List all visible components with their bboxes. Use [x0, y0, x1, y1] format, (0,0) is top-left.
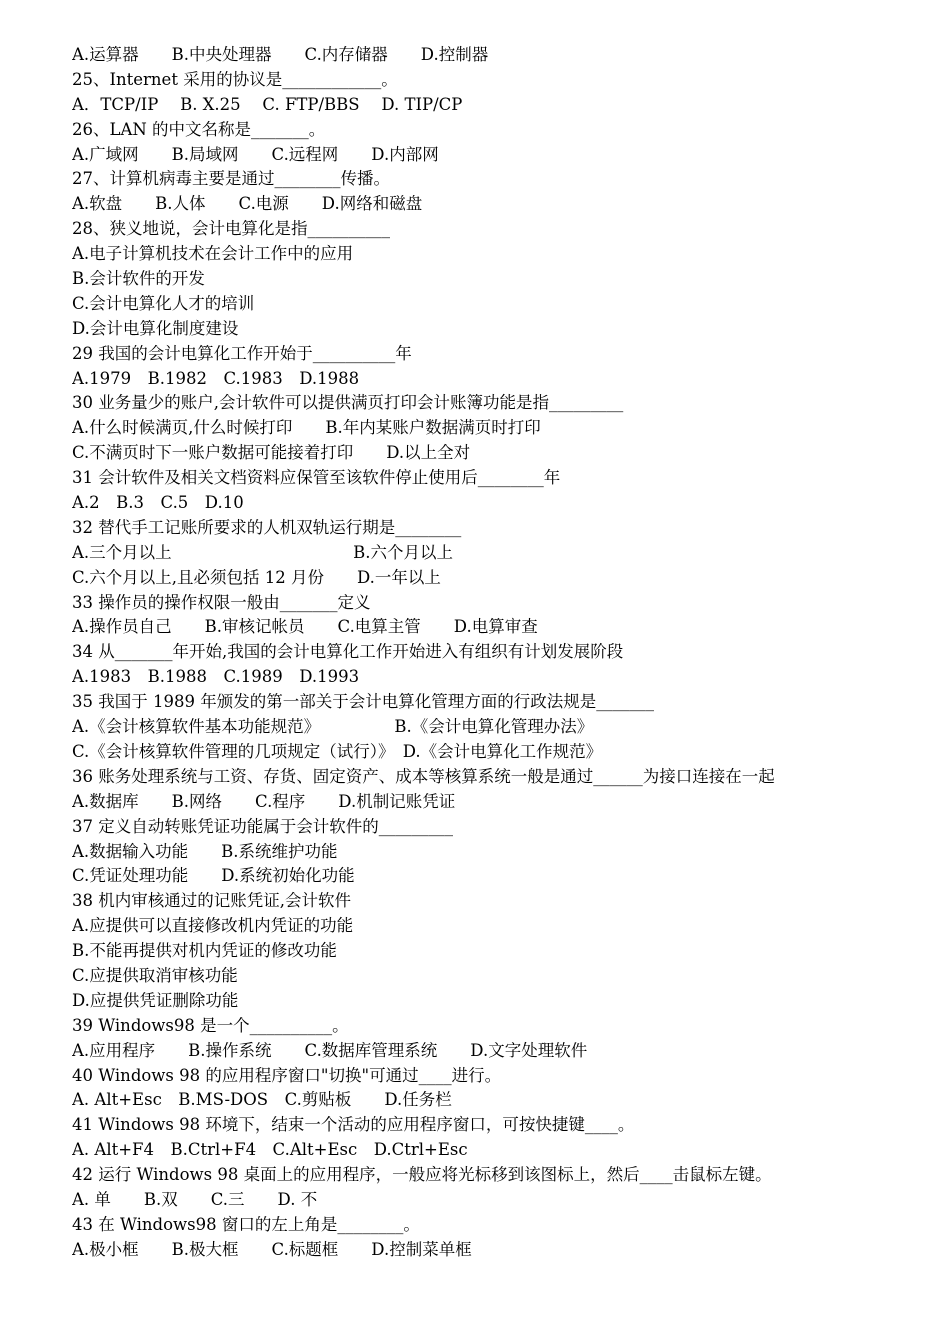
question-line: 29 我国的会计电算化工作开始于__________年	[72, 343, 412, 363]
question-line: 30 业务量少的账户,会计软件可以提供满页打印会计账簿功能是指_________	[72, 393, 624, 413]
question-line: 37 定义自动转账凭证功能属于会计软件的_________	[72, 816, 453, 836]
question-line: 27、计算机病毒主要是通过________传播。	[72, 169, 390, 189]
option-line: A.1983 B.1988 C.1989 D.1993	[72, 667, 360, 687]
document-page	[72, 43, 882, 1263]
question-line: 40 Windows 98 的应用程序窗口"切换"可通过____进行。	[72, 1065, 502, 1085]
option-line: D.会计电算化制度建设	[72, 318, 239, 338]
option-line: C.会计电算化人才的培训	[72, 293, 255, 313]
question-line: 33 操作员的操作权限一般由_______定义	[72, 592, 371, 612]
question-line: 39 Windows98 是一个__________。	[72, 1015, 349, 1035]
question-line: 35 我国于 1989 年颁发的第一部关于会计电算化管理方面的行政法规是_______	[72, 692, 654, 712]
question-line: 25、Internet 采用的协议是____________。	[72, 69, 398, 89]
option-line: A.电子计算机技术在会计工作中的应用	[72, 244, 354, 264]
question-line: 43 在 Windows98 窗口的左上角是________。	[72, 1214, 420, 1234]
question-line: 42 运行 Windows 98 桌面上的应用程序，一般应将光标移到该图标上，然后____击鼠标左键。	[72, 1165, 772, 1185]
question-line: 34 从_______年开始,我国的会计电算化工作开始进入有组织有计划发展阶段	[72, 642, 624, 662]
option-line: A.操作员自己 B.审核记帐员 C.电算主管 D.电算审查	[72, 617, 538, 637]
question-line: 38 机内审核通过的记账凭证,会计软件	[72, 891, 351, 911]
option-line: A.广域网 B.局域网 C.远程网 D.内部网	[72, 144, 439, 164]
option-line: A.应用程序 B.操作系统 C.数据库管理系统 D.文字处理软件	[72, 1040, 588, 1060]
question-line: 41 Windows 98 环境下，结束一个活动的应用程序窗口，可按快捷键____。	[72, 1115, 635, 1135]
option-line: C.凭证处理功能 D.系统初始化功能	[72, 866, 355, 886]
option-line: A. Alt+F4 B.Ctrl+F4 C.Alt+Esc D.Ctrl+Esc	[72, 1140, 468, 1160]
option-line: A. Alt+Esc B.MS-DOS C.剪贴板 D.任务栏	[72, 1090, 452, 1110]
option-line: A.软盘 B.人体 C.电源 D.网络和磁盘	[72, 194, 423, 214]
option-line: A.极小框 B.极大框 C.标题框 D.控制菜单框	[72, 1239, 472, 1259]
option-line: B.会计软件的开发	[72, 269, 205, 289]
option-line: A.什么时候满页,什么时候打印 B.年内某账户数据满页时打印	[72, 418, 541, 438]
option-line: B.不能再提供对机内凭证的修改功能	[72, 941, 337, 961]
question-line: 28、狭义地说，会计电算化是指__________	[72, 219, 390, 239]
option-line: C.应提供取消审核功能	[72, 965, 238, 985]
option-line: C.不满页时下一账户数据可能接着打印 D.以上全对	[72, 443, 471, 463]
question-line: 26、LAN 的中文名称是_______。	[72, 119, 326, 139]
option-line: A. 单 B.双 C.三 D. 不	[72, 1189, 318, 1209]
option-line: A.运算器 B.中央处理器 C.内存储器 D.控制器	[72, 45, 489, 64]
option-line: A.数据库 B.网络 C.程序 D.机制记账凭证	[72, 791, 456, 811]
option-line: A.2 B.3 C.5 D.10	[72, 493, 244, 513]
question-line: 31 会计软件及相关文档资料应保管至该软件停止使用后________年	[72, 468, 561, 488]
option-line: A.《会计核算软件基本功能规范》 B.《会计电算化管理办法》	[72, 717, 594, 737]
question-line: 36 账务处理系统与工资、存货、固定资产、成本等核算系统一般是通过______为接口连接在一起	[72, 766, 775, 786]
option-line: C.六个月以上,且必须包括 12 月份 D.一年以上	[72, 567, 441, 587]
option-line: A.1979 B.1982 C.1983 D.1988	[72, 368, 360, 388]
option-line: A.数据输入功能 B.系统维护功能	[72, 841, 338, 861]
option-line: A.三个月以上 B.六个月以上	[72, 542, 454, 562]
question-line: 32 替代手工记账所要求的人机双轨运行期是________	[72, 517, 462, 537]
option-line: C.《会计核算软件管理的几项规定（试行）》 D.《会计电算化工作规范》	[72, 741, 603, 761]
option-line: D.应提供凭证删除功能	[72, 990, 239, 1010]
option-line: A．TCP/IP B. X.25 C. FTP/BBS D. TIP/CP	[72, 94, 463, 114]
option-line: A.应提供可以直接修改机内凭证的功能	[72, 916, 354, 936]
